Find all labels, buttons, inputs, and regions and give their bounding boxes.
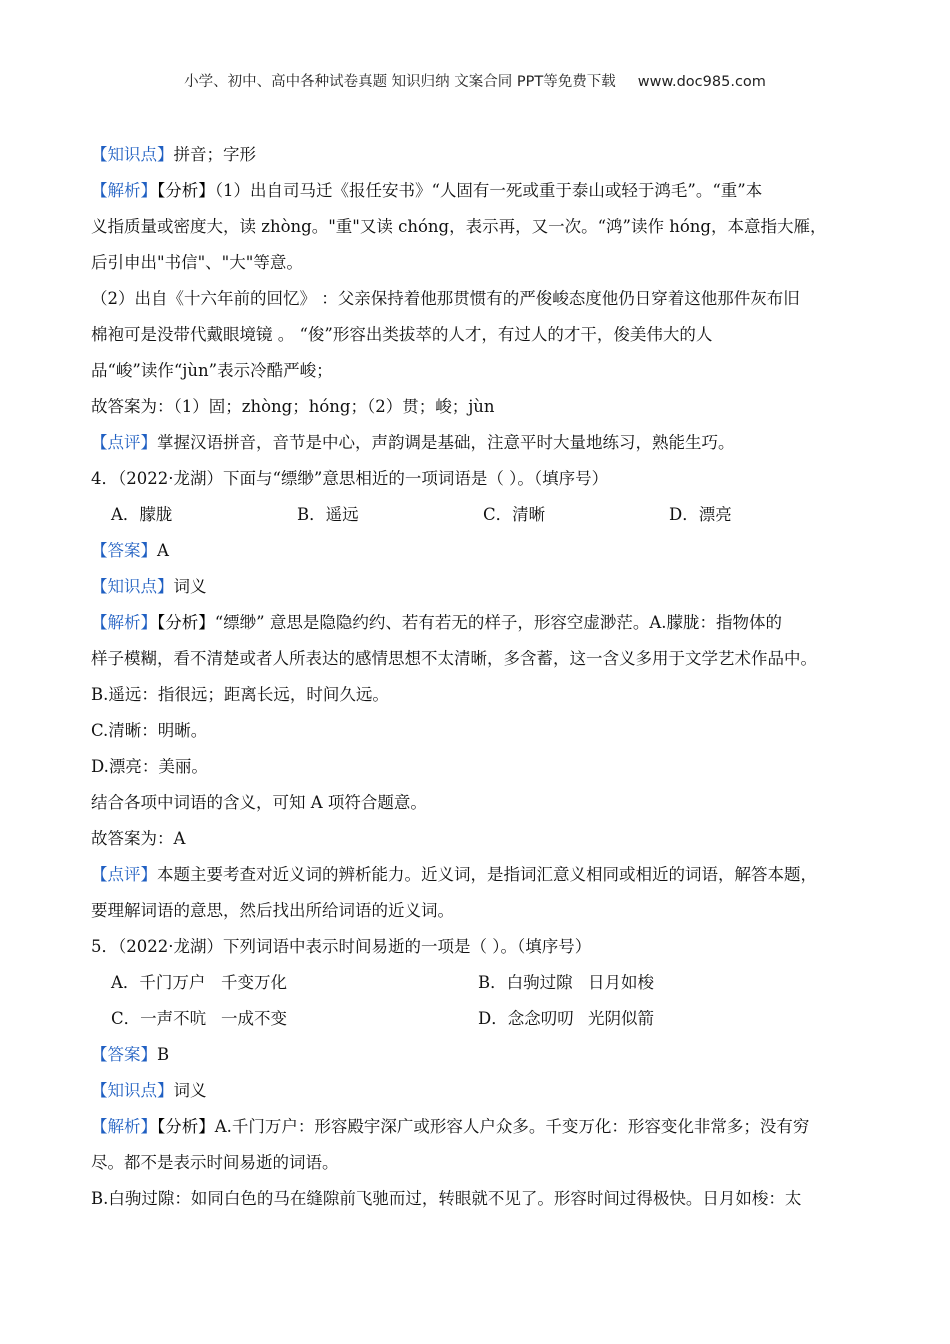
q4-option-b: B．遥远 [297,505,359,524]
page-header [0,70,950,91]
q4-option-a: A．朦胧 [111,505,173,524]
q3-knowledge-point: 【知识点】拼音；字形 [91,145,256,164]
q3-analysis-line: 【解析】【分析】（1）出自司马迁《报任安书》“人固有一死或重于泰山或轻于鸿毛”。“重”本 [91,181,763,200]
q3-comment: 【点评】掌握汉语拼音，音节是中心，声韵调是基础，注意平时大量地练习，熟能生巧。 [91,433,735,452]
q3-analysis-line: 棉袍可是没带代戴眼境镜 。 “俊”形容出类拔萃的人才，有过人的才干，俊美伟大的人 [91,325,713,344]
q5-option-a: A．千门万户 千变万化 [111,973,287,992]
header-site-link[interactable]: www.doc985.com [637,74,766,90]
q3-analysis-line: 义指质量或密度大，读 zhòng。"重"又读 chóng，表示再，又一次。“鸿”读作 hóng，本意指大雁， [91,217,827,236]
document-body [91,137,861,1217]
q4-analysis-line: D.漂亮：美丽。 [91,757,208,776]
q5-analysis-line: 【解析】【分析】A.千门万户：形容殿宇深广或形容人户众多。千变万化：形容变化非常多；没有穷 [91,1117,810,1136]
q5-option-c: C．一声不吭 一成不变 [111,1009,287,1028]
q3-analysis-line: 后引申出"书信"、"大"等意。 [91,253,303,272]
q3-answer: 故答案为：（1）固；zhòng；hóng；（2）贯；峻；jùn [91,397,495,416]
q4-answer-key: 【答案】A [91,541,169,560]
q5-analysis-line: 尽。都不是表示时间易逝的词语。 [91,1153,339,1172]
q3-analysis-line: 品“峻”读作“jùn”表示冷酷严峻； [91,361,333,380]
q4-options [91,497,861,533]
q4-knowledge-point: 【知识点】词义 [91,577,207,596]
q4-analysis-line: C.清晰：明晰。 [91,721,208,740]
q5-answer-key: 【答案】B [91,1045,170,1064]
q4-option-d: D．漂亮 [669,505,732,524]
q5-stem: 5．（2022·龙湖）下列词语中表示时间易逝的一项是（ ）。（填序号） [91,937,592,956]
q4-comment-line: 要理解词语的意思，然后找出所给词语的近义词。 [91,901,454,920]
q4-stem: 4．（2022·龙湖）下面与“缥缈”意思相近的一项词语是（ ）。（填序号） [91,469,609,488]
q5-knowledge-point: 【知识点】词义 [91,1081,207,1100]
q4-analysis-line: B.遥远：指很远；距离长远，时间久远。 [91,685,389,704]
q4-comment: 【点评】本题主要考查对近义词的辨析能力。近义词，是指词汇意义相同或相近的词语，解答本题， [91,865,817,884]
header-text: 小学、初中、高中各种试卷真题 知识归纳 文案合同 PPT等免费下载 [184,74,616,90]
q3-analysis-line: （2）出自《十六年前的回忆》 ：父亲保持着他那贯惯有的严俊峻态度他仍日穿着这他那件灰布旧 [91,289,800,308]
q4-analysis-line: 结合各项中词语的含义，可知 A 项符合题意。 [91,793,427,812]
q5-options-row-1 [91,965,861,1001]
q5-option-d: D．念念叨叨 光阴似箭 [478,1009,654,1028]
q4-analysis-line: 【解析】【分析】“缥缈” 意思是隐隐约约、若有若无的样子，形容空虚渺茫。A.朦胧：指物体的 [91,613,783,632]
q4-answer: 故答案为：A [91,829,186,848]
q5-option-b: B．白驹过隙 日月如梭 [478,973,654,992]
q5-analysis-line: B.白驹过隙：如同白色的马在缝隙前飞驰而过，转眼就不见了。形容时间过得极快。日月如梭：太 [91,1189,802,1208]
q4-analysis-line: 样子模糊，看不清楚或者人所表达的感情思想不太清晰，多含蓄，这一含义多用于文学艺术作品中。 [91,649,817,668]
q4-option-c: C．清晰 [483,505,546,524]
q5-options-row-2 [91,1001,861,1037]
